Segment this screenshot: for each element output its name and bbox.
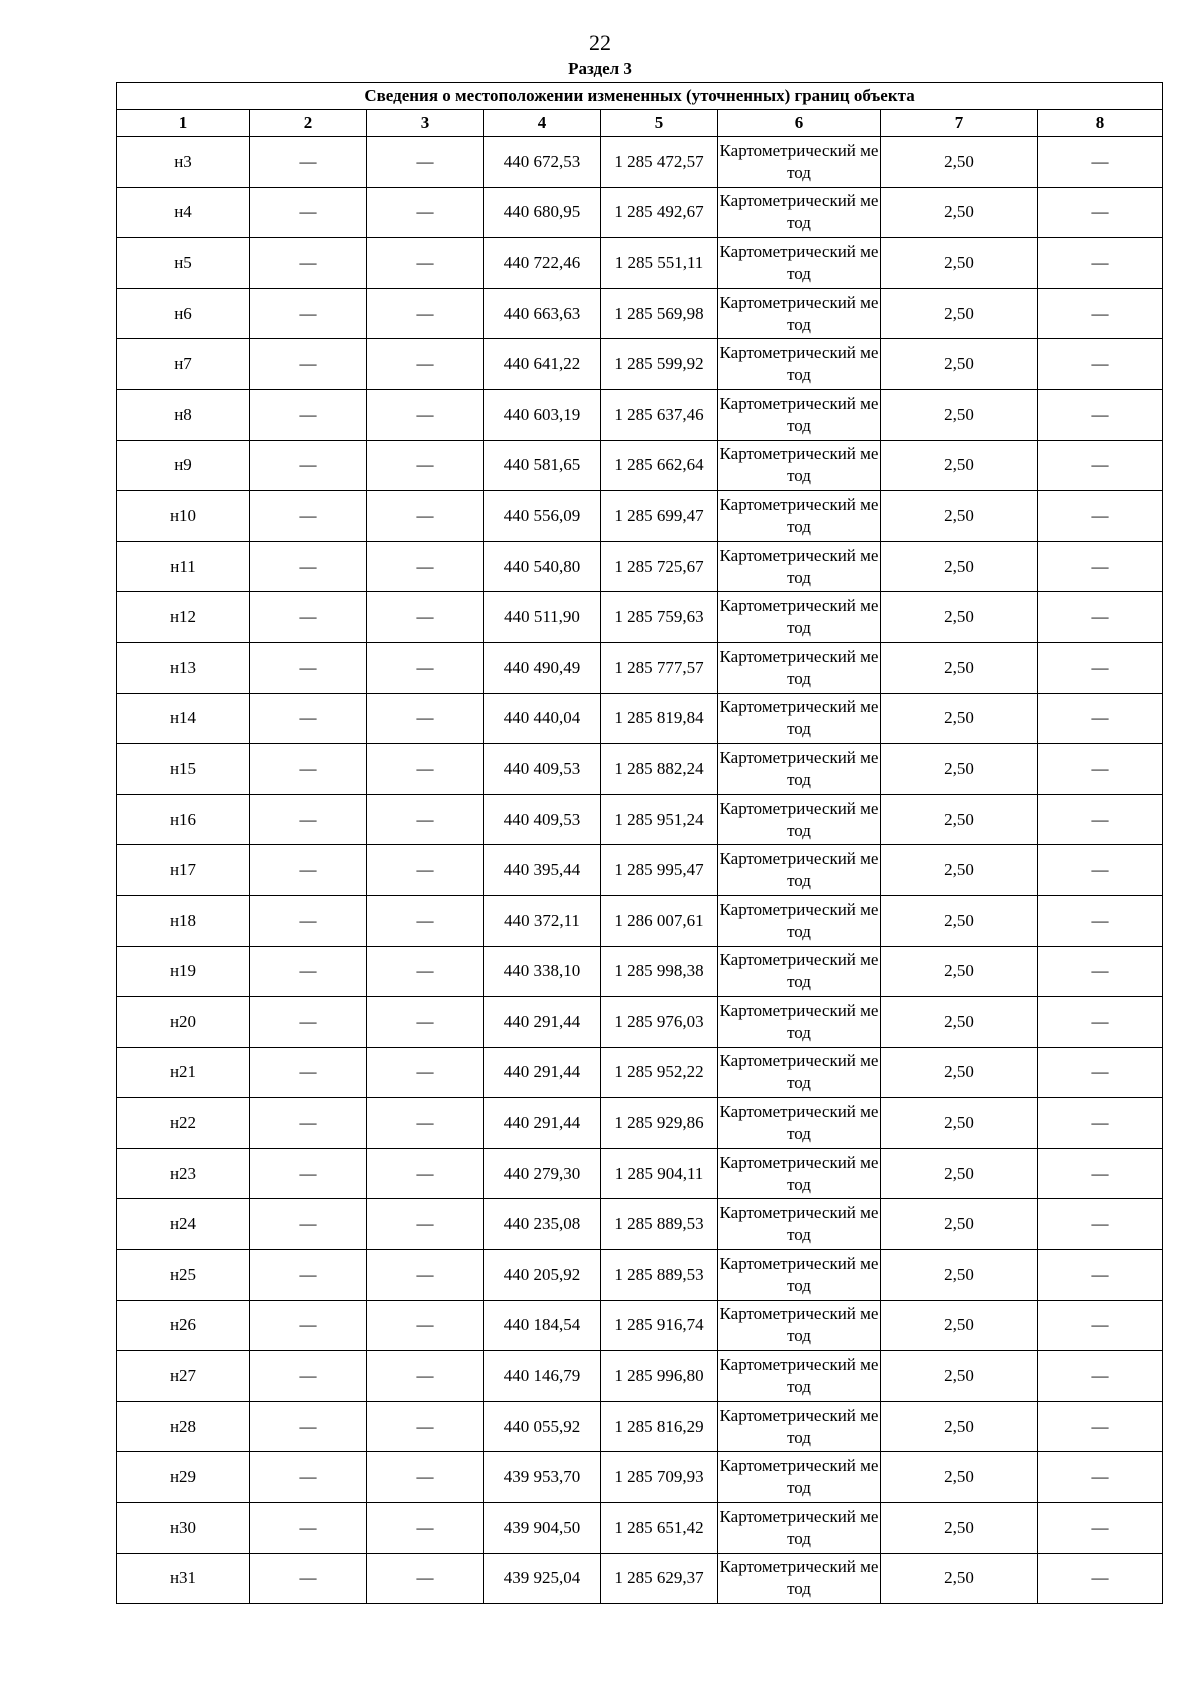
- table-row: [117, 187, 1163, 238]
- empty-dash-cell: —: [1038, 1199, 1163, 1250]
- empty-dash-cell: —: [1038, 1098, 1163, 1149]
- table-row: [117, 642, 1163, 693]
- empty-dash-cell: —: [367, 1503, 484, 1554]
- column-number: 1: [117, 110, 250, 137]
- empty-dash-cell: —: [250, 895, 367, 946]
- empty-dash-cell: —: [367, 1047, 484, 1098]
- x-coordinate-cell: 440 279,30: [484, 1148, 601, 1199]
- empty-dash-cell: —: [250, 1351, 367, 1402]
- empty-dash-cell: —: [250, 238, 367, 289]
- accuracy-cell: 2,50: [881, 845, 1038, 896]
- accuracy-cell: 2,50: [881, 339, 1038, 390]
- method-cell: Картометрический метод: [718, 1047, 881, 1098]
- table-row: [117, 895, 1163, 946]
- x-coordinate-cell: 440 291,44: [484, 1098, 601, 1149]
- accuracy-cell: 2,50: [881, 642, 1038, 693]
- boundary-coordinates-table: [116, 82, 1163, 1604]
- point-name-cell: н22: [117, 1098, 250, 1149]
- point-name-cell: н10: [117, 491, 250, 542]
- point-name-cell: н26: [117, 1300, 250, 1351]
- empty-dash-cell: —: [1038, 491, 1163, 542]
- empty-dash-cell: —: [250, 592, 367, 643]
- x-coordinate-cell: 440 184,54: [484, 1300, 601, 1351]
- empty-dash-cell: —: [1038, 1047, 1163, 1098]
- method-cell: Картометрический метод: [718, 1351, 881, 1402]
- y-coordinate-cell: 1 285 889,53: [601, 1250, 718, 1301]
- empty-dash-cell: —: [367, 389, 484, 440]
- x-coordinate-cell: 440 235,08: [484, 1199, 601, 1250]
- empty-dash-cell: —: [367, 1553, 484, 1604]
- table-row: [117, 440, 1163, 491]
- column-number: 4: [484, 110, 601, 137]
- empty-dash-cell: —: [1038, 1503, 1163, 1554]
- empty-dash-cell: —: [1038, 187, 1163, 238]
- empty-dash-cell: —: [367, 238, 484, 289]
- x-coordinate-cell: 440 490,49: [484, 642, 601, 693]
- empty-dash-cell: —: [250, 1452, 367, 1503]
- empty-dash-cell: —: [1038, 1148, 1163, 1199]
- empty-dash-cell: —: [1038, 1452, 1163, 1503]
- point-name-cell: н4: [117, 187, 250, 238]
- table-row: [117, 1452, 1163, 1503]
- empty-dash-cell: —: [250, 1098, 367, 1149]
- empty-dash-cell: —: [1038, 693, 1163, 744]
- accuracy-cell: 2,50: [881, 440, 1038, 491]
- table-row: [117, 794, 1163, 845]
- empty-dash-cell: —: [367, 137, 484, 188]
- empty-dash-cell: —: [1038, 946, 1163, 997]
- y-coordinate-cell: 1 285 916,74: [601, 1300, 718, 1351]
- accuracy-cell: 2,50: [881, 1452, 1038, 1503]
- table-row: [117, 1401, 1163, 1452]
- table-row: [117, 1503, 1163, 1554]
- empty-dash-cell: —: [250, 845, 367, 896]
- method-cell: Картометрический метод: [718, 1199, 881, 1250]
- point-name-cell: н8: [117, 389, 250, 440]
- method-cell: Картометрический метод: [718, 440, 881, 491]
- y-coordinate-cell: 1 285 976,03: [601, 997, 718, 1048]
- table-row: [117, 744, 1163, 795]
- y-coordinate-cell: 1 285 995,47: [601, 845, 718, 896]
- accuracy-cell: 2,50: [881, 744, 1038, 795]
- y-coordinate-cell: 1 285 662,64: [601, 440, 718, 491]
- empty-dash-cell: —: [1038, 440, 1163, 491]
- point-name-cell: н17: [117, 845, 250, 896]
- method-cell: Картометрический метод: [718, 1250, 881, 1301]
- empty-dash-cell: —: [250, 744, 367, 795]
- x-coordinate-cell: 440 146,79: [484, 1351, 601, 1402]
- empty-dash-cell: —: [1038, 238, 1163, 289]
- method-cell: Картометрический метод: [718, 1098, 881, 1149]
- empty-dash-cell: —: [250, 339, 367, 390]
- accuracy-cell: 2,50: [881, 1351, 1038, 1402]
- column-number: 8: [1038, 110, 1163, 137]
- y-coordinate-cell: 1 285 569,98: [601, 288, 718, 339]
- method-cell: Картометрический метод: [718, 1401, 881, 1452]
- section-title: Раздел 3: [568, 59, 632, 78]
- empty-dash-cell: —: [367, 592, 484, 643]
- accuracy-cell: 2,50: [881, 1401, 1038, 1452]
- empty-dash-cell: —: [1038, 339, 1163, 390]
- point-name-cell: н15: [117, 744, 250, 795]
- y-coordinate-cell: 1 285 709,93: [601, 1452, 718, 1503]
- empty-dash-cell: —: [367, 1401, 484, 1452]
- accuracy-cell: 2,50: [881, 997, 1038, 1048]
- table-row: [117, 1250, 1163, 1301]
- y-coordinate-cell: 1 285 599,92: [601, 339, 718, 390]
- x-coordinate-cell: 440 395,44: [484, 845, 601, 896]
- method-cell: Картометрический метод: [718, 238, 881, 289]
- point-name-cell: н7: [117, 339, 250, 390]
- empty-dash-cell: —: [1038, 895, 1163, 946]
- empty-dash-cell: —: [250, 1553, 367, 1604]
- x-coordinate-cell: 440 409,53: [484, 794, 601, 845]
- table-row: [117, 997, 1163, 1048]
- method-cell: Картометрический метод: [718, 1300, 881, 1351]
- point-name-cell: н24: [117, 1199, 250, 1250]
- x-coordinate-cell: 440 722,46: [484, 238, 601, 289]
- method-cell: Картометрический метод: [718, 845, 881, 896]
- accuracy-cell: 2,50: [881, 1503, 1038, 1554]
- x-coordinate-cell: 440 603,19: [484, 389, 601, 440]
- table-row: [117, 491, 1163, 542]
- table-row: [117, 389, 1163, 440]
- table-row: [117, 1148, 1163, 1199]
- point-name-cell: н13: [117, 642, 250, 693]
- empty-dash-cell: —: [1038, 1553, 1163, 1604]
- column-number-row: [117, 110, 1163, 137]
- method-cell: Картометрический метод: [718, 137, 881, 188]
- empty-dash-cell: —: [1038, 389, 1163, 440]
- x-coordinate-cell: 440 540,80: [484, 541, 601, 592]
- table-row: [117, 1047, 1163, 1098]
- empty-dash-cell: —: [367, 693, 484, 744]
- y-coordinate-cell: 1 285 637,46: [601, 389, 718, 440]
- point-name-cell: н25: [117, 1250, 250, 1301]
- empty-dash-cell: —: [367, 997, 484, 1048]
- accuracy-cell: 2,50: [881, 238, 1038, 289]
- empty-dash-cell: —: [250, 288, 367, 339]
- empty-dash-cell: —: [367, 1300, 484, 1351]
- empty-dash-cell: —: [367, 845, 484, 896]
- table-row: [117, 946, 1163, 997]
- accuracy-cell: 2,50: [881, 1250, 1038, 1301]
- y-coordinate-cell: 1 285 996,80: [601, 1351, 718, 1402]
- empty-dash-cell: —: [250, 693, 367, 744]
- empty-dash-cell: —: [250, 1047, 367, 1098]
- empty-dash-cell: —: [250, 946, 367, 997]
- table-row: [117, 1098, 1163, 1149]
- empty-dash-cell: —: [367, 440, 484, 491]
- accuracy-cell: 2,50: [881, 946, 1038, 997]
- empty-dash-cell: —: [1038, 1351, 1163, 1402]
- x-coordinate-cell: 439 904,50: [484, 1503, 601, 1554]
- point-name-cell: н20: [117, 997, 250, 1048]
- point-name-cell: н11: [117, 541, 250, 592]
- y-coordinate-cell: 1 285 904,11: [601, 1148, 718, 1199]
- column-number: 5: [601, 110, 718, 137]
- method-cell: Картометрический метод: [718, 997, 881, 1048]
- method-cell: Картометрический метод: [718, 1148, 881, 1199]
- accuracy-cell: 2,50: [881, 1300, 1038, 1351]
- table-row: [117, 288, 1163, 339]
- point-name-cell: н14: [117, 693, 250, 744]
- y-coordinate-cell: 1 285 929,86: [601, 1098, 718, 1149]
- y-coordinate-cell: 1 285 759,63: [601, 592, 718, 643]
- table-row: [117, 592, 1163, 643]
- point-name-cell: н16: [117, 794, 250, 845]
- point-name-cell: н6: [117, 288, 250, 339]
- x-coordinate-cell: 439 953,70: [484, 1452, 601, 1503]
- y-coordinate-cell: 1 285 492,67: [601, 187, 718, 238]
- point-name-cell: н31: [117, 1553, 250, 1604]
- y-coordinate-cell: 1 285 952,22: [601, 1047, 718, 1098]
- empty-dash-cell: —: [367, 1148, 484, 1199]
- empty-dash-cell: —: [367, 491, 484, 542]
- empty-dash-cell: —: [250, 541, 367, 592]
- x-coordinate-cell: 440 409,53: [484, 744, 601, 795]
- accuracy-cell: 2,50: [881, 389, 1038, 440]
- empty-dash-cell: —: [367, 895, 484, 946]
- table-row: [117, 845, 1163, 896]
- empty-dash-cell: —: [367, 1452, 484, 1503]
- point-name-cell: н19: [117, 946, 250, 997]
- table-row: [117, 541, 1163, 592]
- y-coordinate-cell: 1 285 551,11: [601, 238, 718, 289]
- method-cell: Картометрический метод: [718, 288, 881, 339]
- column-number: 2: [250, 110, 367, 137]
- point-name-cell: н28: [117, 1401, 250, 1452]
- table-body: [117, 137, 1163, 1604]
- accuracy-cell: 2,50: [881, 541, 1038, 592]
- point-name-cell: н21: [117, 1047, 250, 1098]
- accuracy-cell: 2,50: [881, 1553, 1038, 1604]
- empty-dash-cell: —: [250, 137, 367, 188]
- empty-dash-cell: —: [367, 1098, 484, 1149]
- y-coordinate-cell: 1 285 472,57: [601, 137, 718, 188]
- empty-dash-cell: —: [250, 187, 367, 238]
- empty-dash-cell: —: [1038, 1300, 1163, 1351]
- empty-dash-cell: —: [367, 1351, 484, 1402]
- empty-dash-cell: —: [250, 794, 367, 845]
- empty-dash-cell: —: [367, 946, 484, 997]
- table-row: [117, 1199, 1163, 1250]
- x-coordinate-cell: 440 680,95: [484, 187, 601, 238]
- method-cell: Картометрический метод: [718, 541, 881, 592]
- x-coordinate-cell: 440 372,11: [484, 895, 601, 946]
- accuracy-cell: 2,50: [881, 187, 1038, 238]
- method-cell: Картометрический метод: [718, 794, 881, 845]
- point-name-cell: н18: [117, 895, 250, 946]
- method-cell: Картометрический метод: [718, 592, 881, 643]
- empty-dash-cell: —: [1038, 1401, 1163, 1452]
- empty-dash-cell: —: [367, 1199, 484, 1250]
- empty-dash-cell: —: [1038, 642, 1163, 693]
- x-coordinate-cell: 440 440,04: [484, 693, 601, 744]
- empty-dash-cell: —: [1038, 997, 1163, 1048]
- accuracy-cell: 2,50: [881, 693, 1038, 744]
- empty-dash-cell: —: [1038, 744, 1163, 795]
- method-cell: Картометрический метод: [718, 1452, 881, 1503]
- empty-dash-cell: —: [250, 642, 367, 693]
- method-cell: Картометрический метод: [718, 693, 881, 744]
- table-row: [117, 238, 1163, 289]
- accuracy-cell: 2,50: [881, 1098, 1038, 1149]
- point-name-cell: н5: [117, 238, 250, 289]
- empty-dash-cell: —: [250, 491, 367, 542]
- y-coordinate-cell: 1 285 882,24: [601, 744, 718, 795]
- method-cell: Картометрический метод: [718, 1503, 881, 1554]
- column-number: 7: [881, 110, 1038, 137]
- table-row: [117, 693, 1163, 744]
- point-name-cell: н3: [117, 137, 250, 188]
- empty-dash-cell: —: [250, 440, 367, 491]
- x-coordinate-cell: 440 663,63: [484, 288, 601, 339]
- accuracy-cell: 2,50: [881, 794, 1038, 845]
- method-cell: Картометрический метод: [718, 339, 881, 390]
- method-cell: Картометрический метод: [718, 1553, 881, 1604]
- accuracy-cell: 2,50: [881, 1199, 1038, 1250]
- accuracy-cell: 2,50: [881, 895, 1038, 946]
- empty-dash-cell: —: [1038, 1250, 1163, 1301]
- y-coordinate-cell: 1 285 725,67: [601, 541, 718, 592]
- accuracy-cell: 2,50: [881, 288, 1038, 339]
- empty-dash-cell: —: [1038, 794, 1163, 845]
- method-cell: Картометрический метод: [718, 895, 881, 946]
- y-coordinate-cell: 1 285 816,29: [601, 1401, 718, 1452]
- point-name-cell: н30: [117, 1503, 250, 1554]
- empty-dash-cell: —: [1038, 541, 1163, 592]
- x-coordinate-cell: 440 556,09: [484, 491, 601, 542]
- method-cell: Картометрический метод: [718, 389, 881, 440]
- x-coordinate-cell: 440 205,92: [484, 1250, 601, 1301]
- method-cell: Картометрический метод: [718, 491, 881, 542]
- column-number: 6: [718, 110, 881, 137]
- empty-dash-cell: —: [1038, 288, 1163, 339]
- empty-dash-cell: —: [250, 1503, 367, 1554]
- empty-dash-cell: —: [367, 642, 484, 693]
- page-number: 22: [589, 30, 611, 55]
- y-coordinate-cell: 1 285 629,37: [601, 1553, 718, 1604]
- method-cell: Картометрический метод: [718, 744, 881, 795]
- point-name-cell: н23: [117, 1148, 250, 1199]
- accuracy-cell: 2,50: [881, 491, 1038, 542]
- x-coordinate-cell: 440 581,65: [484, 440, 601, 491]
- table-row: [117, 339, 1163, 390]
- empty-dash-cell: —: [367, 288, 484, 339]
- y-coordinate-cell: 1 285 951,24: [601, 794, 718, 845]
- accuracy-cell: 2,50: [881, 592, 1038, 643]
- y-coordinate-cell: 1 286 007,61: [601, 895, 718, 946]
- table-row: [117, 1351, 1163, 1402]
- table-caption: Сведения о местоположении измененных (уточненных) границ объекта: [117, 83, 1163, 110]
- x-coordinate-cell: 440 291,44: [484, 997, 601, 1048]
- empty-dash-cell: —: [367, 541, 484, 592]
- table-row: [117, 1553, 1163, 1604]
- x-coordinate-cell: 440 291,44: [484, 1047, 601, 1098]
- x-coordinate-cell: 440 055,92: [484, 1401, 601, 1452]
- y-coordinate-cell: 1 285 819,84: [601, 693, 718, 744]
- y-coordinate-cell: 1 285 889,53: [601, 1199, 718, 1250]
- x-coordinate-cell: 440 641,22: [484, 339, 601, 390]
- y-coordinate-cell: 1 285 777,57: [601, 642, 718, 693]
- x-coordinate-cell: 440 672,53: [484, 137, 601, 188]
- y-coordinate-cell: 1 285 998,38: [601, 946, 718, 997]
- empty-dash-cell: —: [367, 744, 484, 795]
- method-cell: Картометрический метод: [718, 642, 881, 693]
- empty-dash-cell: —: [250, 1148, 367, 1199]
- accuracy-cell: 2,50: [881, 137, 1038, 188]
- point-name-cell: н9: [117, 440, 250, 491]
- empty-dash-cell: —: [250, 1199, 367, 1250]
- point-name-cell: н27: [117, 1351, 250, 1402]
- x-coordinate-cell: 439 925,04: [484, 1553, 601, 1604]
- empty-dash-cell: —: [250, 1401, 367, 1452]
- table-row: [117, 137, 1163, 188]
- x-coordinate-cell: 440 511,90: [484, 592, 601, 643]
- empty-dash-cell: —: [250, 1250, 367, 1301]
- method-cell: Картометрический метод: [718, 187, 881, 238]
- accuracy-cell: 2,50: [881, 1047, 1038, 1098]
- empty-dash-cell: —: [1038, 845, 1163, 896]
- empty-dash-cell: —: [1038, 137, 1163, 188]
- empty-dash-cell: —: [367, 187, 484, 238]
- x-coordinate-cell: 440 338,10: [484, 946, 601, 997]
- table-row: [117, 1300, 1163, 1351]
- empty-dash-cell: —: [250, 389, 367, 440]
- point-name-cell: н12: [117, 592, 250, 643]
- column-number: 3: [367, 110, 484, 137]
- accuracy-cell: 2,50: [881, 1148, 1038, 1199]
- point-name-cell: н29: [117, 1452, 250, 1503]
- empty-dash-cell: —: [1038, 592, 1163, 643]
- y-coordinate-cell: 1 285 699,47: [601, 491, 718, 542]
- method-cell: Картометрический метод: [718, 946, 881, 997]
- empty-dash-cell: —: [367, 339, 484, 390]
- empty-dash-cell: —: [250, 997, 367, 1048]
- empty-dash-cell: —: [250, 1300, 367, 1351]
- empty-dash-cell: —: [367, 794, 484, 845]
- empty-dash-cell: —: [367, 1250, 484, 1301]
- y-coordinate-cell: 1 285 651,42: [601, 1503, 718, 1554]
